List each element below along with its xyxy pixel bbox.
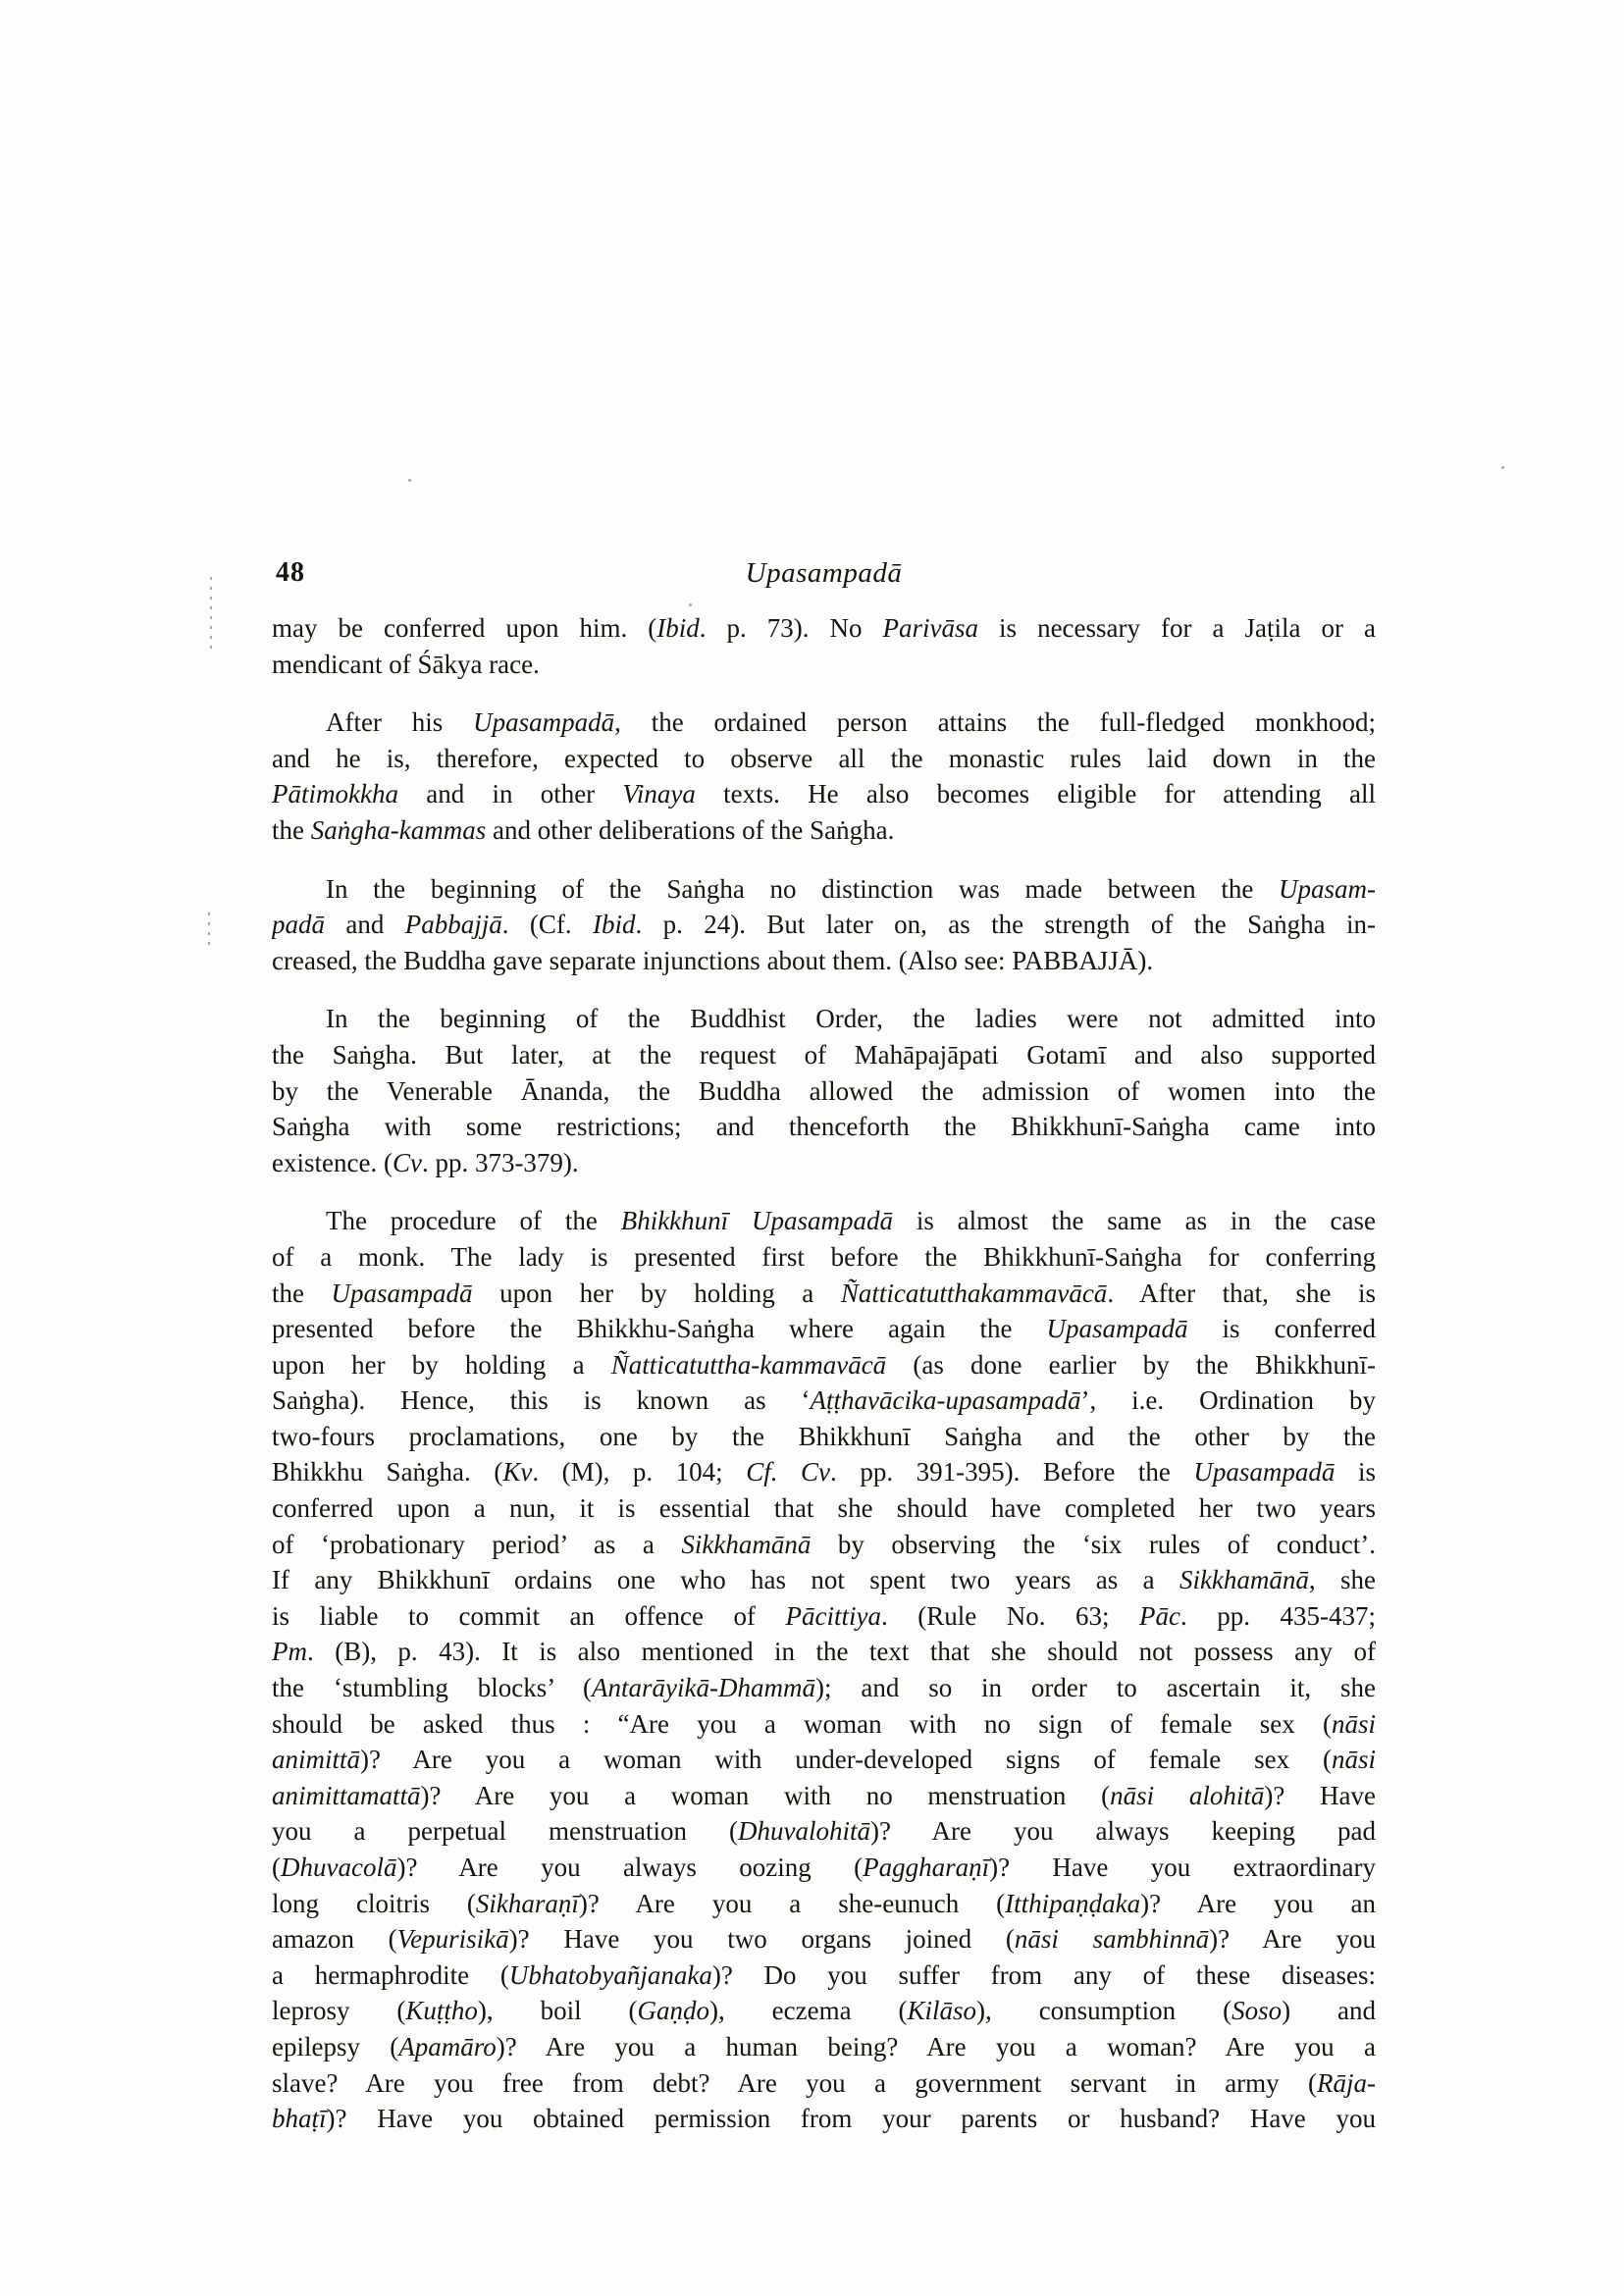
text-line [272,1742,1376,1778]
text-line [272,2065,1376,2102]
scan-artifact [208,913,210,952]
text-segment: . pp. 391-395). Before the [830,1457,1194,1487]
text-line [272,1813,1376,1850]
italic-text-segment: Cv [392,1147,422,1177]
text-line [272,1419,1376,1455]
text-line [272,704,1376,741]
text-line [272,1109,1376,1145]
text-segment: by the Venerable Ānanda, the Buddha allowed the admission of women into the [272,1075,1376,1106]
text-line [272,1634,1376,1670]
italic-text-segment: Kuṭṭho [405,1996,478,2026]
paragraph [272,704,1376,848]
paragraph [272,871,1376,979]
scan-artifact [210,577,212,653]
text-segment: . (Cf. [501,910,594,940]
scan-artifact [408,479,411,482]
text-line [272,1957,1376,1994]
italic-text-segment: Antarāyikā-Dhammā [592,1673,815,1703]
text-segment: slave? Are you free from debt? Are you a government servant in army ( [272,2067,1317,2098]
text-line [272,741,1376,777]
text-segment: and in other [397,779,623,809]
text-segment: )? Have [1264,1780,1376,1810]
italic-text-segment: Cf. Cv [746,1457,831,1487]
text-line [272,1203,1376,1239]
text-segment: Saṅgha). Hence, this is known as ‘ [272,1385,811,1416]
text-segment: epilepsy ( [272,2031,399,2061]
text-segment: the ‘stumbling blocks’ ( [272,1673,593,1703]
text-segment: In the beginning of the Saṅgha no distinction was made between the [326,873,1279,904]
text-segment: If any Bhikkhunī ordains one who has not spent two years as a [272,1565,1179,1595]
text-segment: mendicant of Śākya race. [272,649,540,679]
text-segment: ( [272,1852,281,1882]
text-line [272,1454,1376,1490]
italic-text-segment: Dhuvacolā [281,1852,397,1882]
text-line [272,1886,1376,1922]
text-line [272,1037,1376,1073]
italic-text-segment: Ubhatobyañjanaka [508,1959,712,1990]
text-segment: and he is, therefore, expected to observe all the monastic rules laid down in the [272,743,1376,773]
italic-text-segment: Upasampadā [473,707,615,738]
text-segment: )? Are you a human being? Are you a woman? Are you a [496,2031,1376,2061]
paragraph [272,1001,1376,1180]
italic-text-segment: Pabbajjā [404,910,502,940]
paragraph [272,610,1376,682]
text-segment: a hermaphrodite ( [272,1959,509,1990]
italic-text-segment: Saṅgha-kammas [310,814,487,845]
italic-text-segment: Sikkhamānā [1179,1565,1309,1595]
italic-text-segment: Dhuvalohitā [737,1816,870,1847]
text-segment: upon her by holding a [472,1278,841,1308]
text-line [272,1562,1376,1598]
text-segment: After his [326,707,474,738]
text-segment: presented before the Bhikkhu-Saṅgha where again the [272,1314,1047,1344]
italic-text-segment: Vinaya [622,779,696,809]
italic-text-segment: Aṭṭhavācika-upasampadā [810,1385,1081,1416]
text-line [272,812,1376,849]
italic-text-segment: Pātimokkha [272,779,398,809]
italic-text-segment: Ibid [656,613,700,643]
text-line [272,1383,1376,1419]
text-segment: existence. ( [272,1147,393,1177]
text-segment: texts. He also becomes eligible for attending all [695,779,1376,809]
italic-text-segment: Upasampadā [1193,1457,1336,1487]
text-segment: )? Are you a woman with no menstruation ( [420,1780,1111,1810]
text-segment: and [325,910,405,940]
text-segment: )? Have you extraordinary [989,1852,1376,1882]
italic-text-segment: Ñatticatuttha-kammavācā [610,1349,887,1380]
text-segment: )? Do you suffer from any of these diseases: [711,1959,1376,1990]
text-segment: you a perpetual menstruation ( [272,1816,738,1847]
italic-text-segment: Pāc [1138,1600,1180,1631]
text-line [272,907,1376,943]
text-segment: ) and [1282,1996,1376,2026]
italic-text-segment: Gaṇḍo [637,1996,709,2026]
text-line [272,610,1376,647]
text-segment: ), eczema ( [709,1996,908,2026]
text-line [272,1490,1376,1527]
text-segment: . After that, she is [1107,1278,1376,1308]
text-line [272,2101,1376,2137]
italic-text-segment: animittamattā [272,1780,421,1810]
text-segment: the Saṅgha. But later, at the request of Mahāpajāpati Gotamī and also supported [272,1039,1376,1070]
text-line [272,943,1376,979]
text-segment: . pp. 373-379). [421,1147,579,1177]
text-segment: . (B), p. 43). It is also mentioned in the text that she should not possess any of [307,1637,1376,1667]
text-segment: is liable to commit an offence of [272,1600,786,1631]
page-number: 48 [276,557,305,588]
italic-text-segment: Upasam- [1279,873,1376,904]
italic-text-segment: Upasampadā [331,1278,473,1308]
text-line [272,1145,1376,1181]
italic-text-segment: nāsi alohitā [1110,1780,1265,1810]
text-segment: is almost the same as in the case [893,1206,1376,1236]
text-segment: of ‘probationary period’ as a [272,1529,682,1559]
text-segment: )? Have you obtained permission from your parents or husband? Have you [326,2104,1376,2134]
text-line [272,647,1376,683]
running-title: Upasampadā [745,557,903,589]
italic-text-segment: Bhikkhunī Upasampadā [620,1206,893,1236]
text-segment: is conferred [1187,1314,1376,1344]
text-body [272,610,1376,2137]
text-segment: two-fours proclamations, one by the Bhikkhunī Saṅgha and the other by the [272,1421,1376,1451]
text-line [272,1001,1376,1037]
text-line [272,1670,1376,1706]
text-segment: )? Are you always oozing ( [396,1852,864,1882]
text-segment: amazon ( [272,1924,397,1955]
italic-text-segment: nāsi sambhinnā [1014,1924,1210,1955]
text-segment: The procedure of the [326,1206,621,1236]
text-segment: )? Are you always keeping pad [869,1816,1376,1847]
text-line [272,2029,1376,2065]
text-segment: upon her by holding a [272,1349,611,1380]
text-segment: )? Are you a woman with under-developed signs of female sex ( [360,1745,1332,1775]
italic-text-segment: Upasampadā [1046,1314,1188,1344]
italic-text-segment: Pm [272,1637,307,1667]
italic-text-segment: padā [272,910,325,940]
text-segment: may be conferred upon him. ( [272,613,657,643]
text-segment: )? Have you two organs joined ( [508,1924,1015,1955]
text-segment: the [272,1278,332,1308]
text-segment: leprosy ( [272,1996,406,2026]
text-segment: long cloitris ( [272,1888,476,1918]
text-line [272,1706,1376,1743]
text-segment: ); and so in order to ascertain it, she [815,1673,1376,1703]
italic-text-segment: Ibid [593,910,636,940]
text-segment: by observing the ‘six rules of conduct’. [811,1529,1376,1559]
text-segment: (as done earlier by the Bhikkhunī- [886,1349,1376,1380]
text-line [272,871,1376,908]
text-segment: In the beginning of the Buddhist Order, the ladies were not admitted into [326,1004,1376,1034]
text-segment: should be asked thus : “Are you a woman with no sign of female sex ( [272,1708,1332,1739]
italic-text-segment: Parivāsa [882,613,979,643]
italic-text-segment: nāsi [1331,1708,1376,1739]
italic-text-segment: Sikharaṇī [475,1888,579,1918]
text-segment: , she [1308,1565,1376,1595]
text-line [272,1527,1376,1563]
italic-text-segment: Apamāro [398,2031,497,2061]
text-line [272,1778,1376,1814]
paragraph [272,1203,1376,2136]
text-segment: , the ordained person attains the full-fledged monkhood; [614,707,1376,738]
text-segment: the [272,814,311,845]
text-block [272,555,1376,2160]
text-line [272,776,1376,812]
italic-text-segment: nāsi [1331,1745,1376,1775]
italic-text-segment: Soso [1231,1996,1283,2026]
text-segment: of a monk. The lady is presented first before the Bhikkhunī-Saṅgha for conferring [272,1241,1376,1272]
text-segment: is necessary for a Jaṭila or a [978,613,1376,643]
text-line [272,1921,1376,1957]
page-header [272,555,1376,599]
text-line [272,1311,1376,1347]
text-segment: )? Are you a she-eunuch ( [578,1888,1006,1918]
text-line [272,1347,1376,1383]
text-segment: )? Are you an [1140,1888,1376,1918]
italic-text-segment: Ñatticatutthakammavācā [840,1278,1108,1308]
text-segment: . (M), p. 104; [532,1457,747,1487]
text-segment: . p. 73). No [699,613,883,643]
scan-artifact [1501,466,1504,469]
text-segment: conferred upon a nun, it is essential that she should have completed her two years [272,1493,1376,1524]
text-segment: is [1335,1457,1376,1487]
text-line [272,1850,1376,1886]
italic-text-segment: Sikkhamānā [681,1529,812,1559]
italic-text-segment: Paggharaṇī [863,1852,990,1882]
text-segment: ), boil ( [477,1996,638,2026]
italic-text-segment: Pācittiya [785,1600,881,1631]
text-segment: . (Rule No. 63; [880,1600,1139,1631]
text-segment: )? Are you [1209,1924,1376,1955]
text-segment: . pp. 435-437; [1179,1600,1376,1631]
italic-text-segment: bhaṭī [272,2104,327,2134]
text-segment: Saṅgha with some restrictions; and thenceforth the Bhikkhunī-Saṅgha came into [272,1112,1376,1142]
text-line [272,1073,1376,1110]
italic-text-segment: Kilāso [907,1996,977,2026]
text-line [272,1276,1376,1312]
text-segment: ), consumption ( [976,1996,1232,2026]
italic-text-segment: Kv [502,1457,533,1487]
text-segment: and other deliberations of the Saṅgha. [486,814,895,845]
text-line [272,1993,1376,2029]
text-line [272,1239,1376,1276]
text-segment: Bhikkhu Saṅgha. ( [272,1457,503,1487]
italic-text-segment: Itthipaṇḍaka [1005,1888,1141,1918]
text-line [272,1598,1376,1635]
italic-text-segment: animittā [272,1745,361,1775]
italic-text-segment: Rāja- [1317,2067,1376,2098]
text-segment: creased, the Buddha gave separate injunctions about them. (Also see: PABBAJJĀ). [272,945,1154,975]
text-segment: ’, i.e. Ordination by [1080,1385,1376,1416]
italic-text-segment: Vepurisikā [396,1924,509,1955]
text-segment: . p. 24). But later on, as the strength of the Saṅgha in- [635,910,1376,940]
